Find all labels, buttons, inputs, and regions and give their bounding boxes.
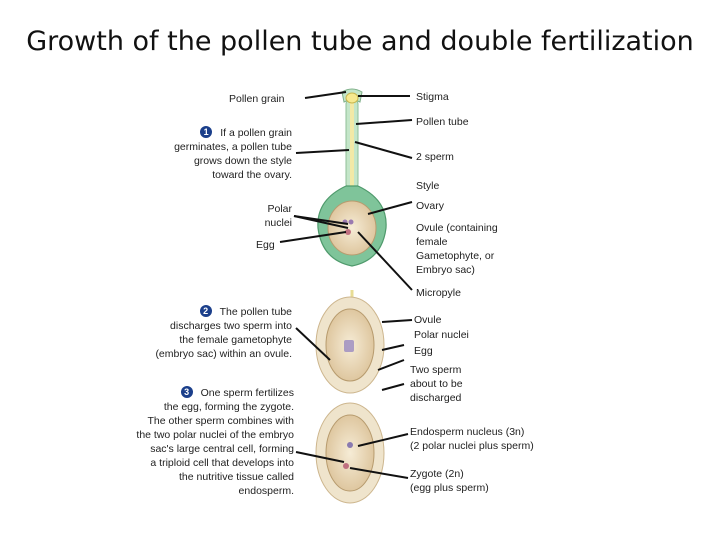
endosperm-line: (2 polar nuclei plus sperm) <box>410 440 534 452</box>
step-3-line: sac's large central cell, forming <box>150 443 294 455</box>
step-3-line: One sperm fertilizes <box>200 387 294 399</box>
leader-step-1 <box>296 150 349 153</box>
leader-two-sperm <box>355 142 412 158</box>
step-1-badge: 1 <box>200 126 212 138</box>
step-3-badge: 3 <box>181 386 193 398</box>
label-egg-left: Egg <box>256 239 275 251</box>
step-3-line: the egg, forming the zygote. <box>163 401 294 413</box>
ovule-stage-3-drawing <box>316 403 384 503</box>
step-1-line: If a pollen grain <box>220 127 292 139</box>
label-micropyle: Micropyle <box>416 287 461 299</box>
step-1-line: grows down the style <box>193 155 292 167</box>
label-polar-nuclei-right: Polar nuclei <box>414 329 469 341</box>
ovule-line: Ovule (containing <box>416 222 498 234</box>
leader-pollen-tube <box>356 120 412 124</box>
label-ovary: Ovary <box>416 200 445 212</box>
step-2-line: discharges two sperm into <box>170 320 292 332</box>
label-pollen-tube: Pollen tube <box>416 116 469 128</box>
ovule-stage-2-drawing <box>316 290 384 393</box>
step-3-line: endosperm. <box>238 485 294 497</box>
leader-polar-right <box>382 345 404 350</box>
sperm-line: discharged <box>410 392 462 404</box>
leader-two-sperm-about <box>382 384 404 390</box>
label-egg-right: Egg <box>414 345 433 357</box>
ovule-line: Gametophyte, or <box>416 250 495 262</box>
step-2-line: (embryo sac) within an ovule. <box>155 348 292 360</box>
step-2-line: the female gametophyte <box>179 334 292 346</box>
step-1-line: toward the ovary. <box>212 169 292 181</box>
leader-ovule <box>382 320 412 322</box>
label-two-sperm: 2 sperm <box>416 151 454 163</box>
step-2-badge: 2 <box>200 305 212 317</box>
step-3-line: the two polar nuclei of the embryo <box>136 429 294 441</box>
endosperm-line: Endosperm nucleus (3n) <box>410 426 525 438</box>
pollen-grain-shape <box>346 93 358 103</box>
step-3-line: the nutritive tissue called <box>179 471 294 483</box>
leader-pollen-grain <box>305 92 346 98</box>
step-3-line: a triploid cell that develops into <box>150 457 294 469</box>
label-style: Style <box>416 180 440 192</box>
label-ovule: Ovule <box>414 314 442 326</box>
zygote-line: Zygote (2n) <box>410 468 464 480</box>
sperm-line: about to be <box>410 378 463 390</box>
label-pollen-grain: Pollen grain <box>229 93 285 105</box>
zygote-line: (egg plus sperm) <box>410 482 489 494</box>
ovule-line: Embryo sac) <box>416 264 475 276</box>
polar-line: Polar <box>267 203 292 215</box>
nuclei-line: nuclei <box>264 217 292 229</box>
step-1-line: germinates, a pollen tube <box>174 141 292 153</box>
ovule-line: female <box>416 236 448 248</box>
step-2-line: The pollen tube <box>219 306 292 318</box>
sperm-line: Two sperm <box>410 364 462 376</box>
pistil-drawing <box>318 89 386 266</box>
label-stigma: Stigma <box>416 91 449 103</box>
page-title: Growth of the pollen tube and double fertilization <box>26 26 694 57</box>
step-3-line: The other sperm combines with <box>147 415 294 427</box>
